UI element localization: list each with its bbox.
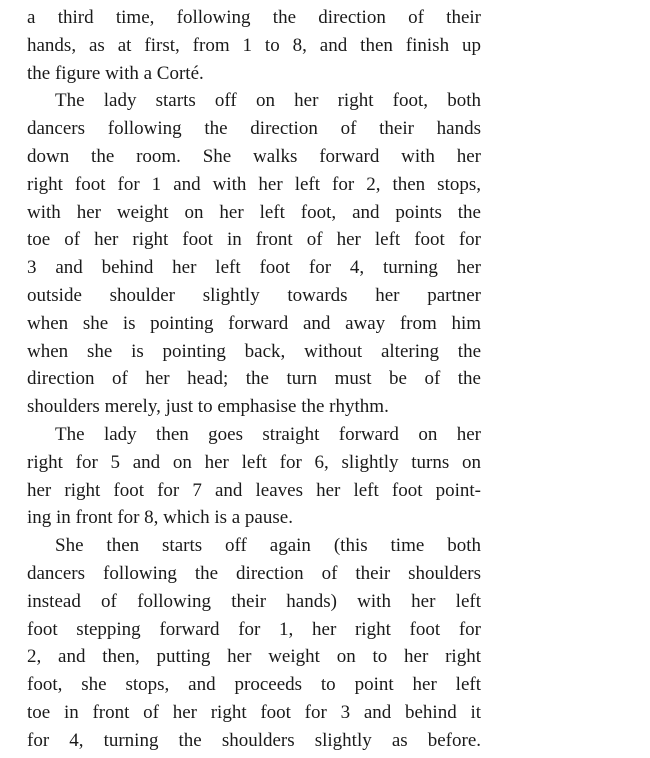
paragraph-3 (27, 421, 481, 532)
text-line: She then starts off again (this time both (55, 535, 481, 557)
text-line: her right foot for 7 and leaves her left foot point- (27, 479, 481, 501)
text-line: ing in front for 8, which is a pause. (27, 507, 293, 529)
text-line: down the room. She walks forward with her (27, 145, 481, 167)
paragraph-1 (27, 4, 481, 87)
text-line: 2, and then, putting her weight on to her right (27, 646, 481, 668)
text-line: toe in front of her right foot for 3 and behind it (27, 701, 481, 723)
text-line: foot, she stops, and proceeds to point her left (27, 674, 481, 696)
text-line: direction of her head; the turn must be of the (27, 368, 481, 390)
text-line: right for 5 and on her left for 6, slightly turns on (27, 451, 481, 473)
text-line: right foot for 1 and with her left for 2, then stops, (27, 173, 481, 195)
text-line: dancers following the direction of their hands (27, 118, 481, 140)
text-line: foot stepping forward for 1, her right foot for (27, 618, 481, 640)
document-page (27, 4, 481, 755)
text-line: toe of her right foot in front of her left foot for (27, 229, 481, 251)
paragraph-2 (27, 87, 481, 421)
text-line: the figure with a Corté. (27, 62, 204, 84)
text-line: for 4, turning the shoulders slightly as before. (27, 729, 481, 751)
text-line: instead of following their hands) with her left (27, 590, 481, 612)
text-line: when she is pointing forward and away from him (27, 312, 481, 334)
text-line: when she is pointing back, without altering the (27, 340, 481, 362)
paragraph-4 (27, 532, 481, 754)
text-line: The lady starts off on her right foot, both (55, 90, 481, 112)
text-line: with her weight on her left foot, and points the (27, 201, 481, 223)
text-line: a third time, following the direction of their (27, 7, 481, 28)
text-line: 3 and behind her left foot for 4, turning her (27, 257, 481, 279)
text-line: hands, as at first, from 1 to 8, and then finish up (27, 34, 481, 56)
text-line: outside shoulder slightly towards her partner (27, 284, 481, 306)
text-line: shoulders merely, just to emphasise the rhythm. (27, 396, 389, 418)
text-line: dancers following the direction of their shoulders (27, 562, 481, 584)
text-line: The lady then goes straight forward on her (55, 423, 481, 445)
